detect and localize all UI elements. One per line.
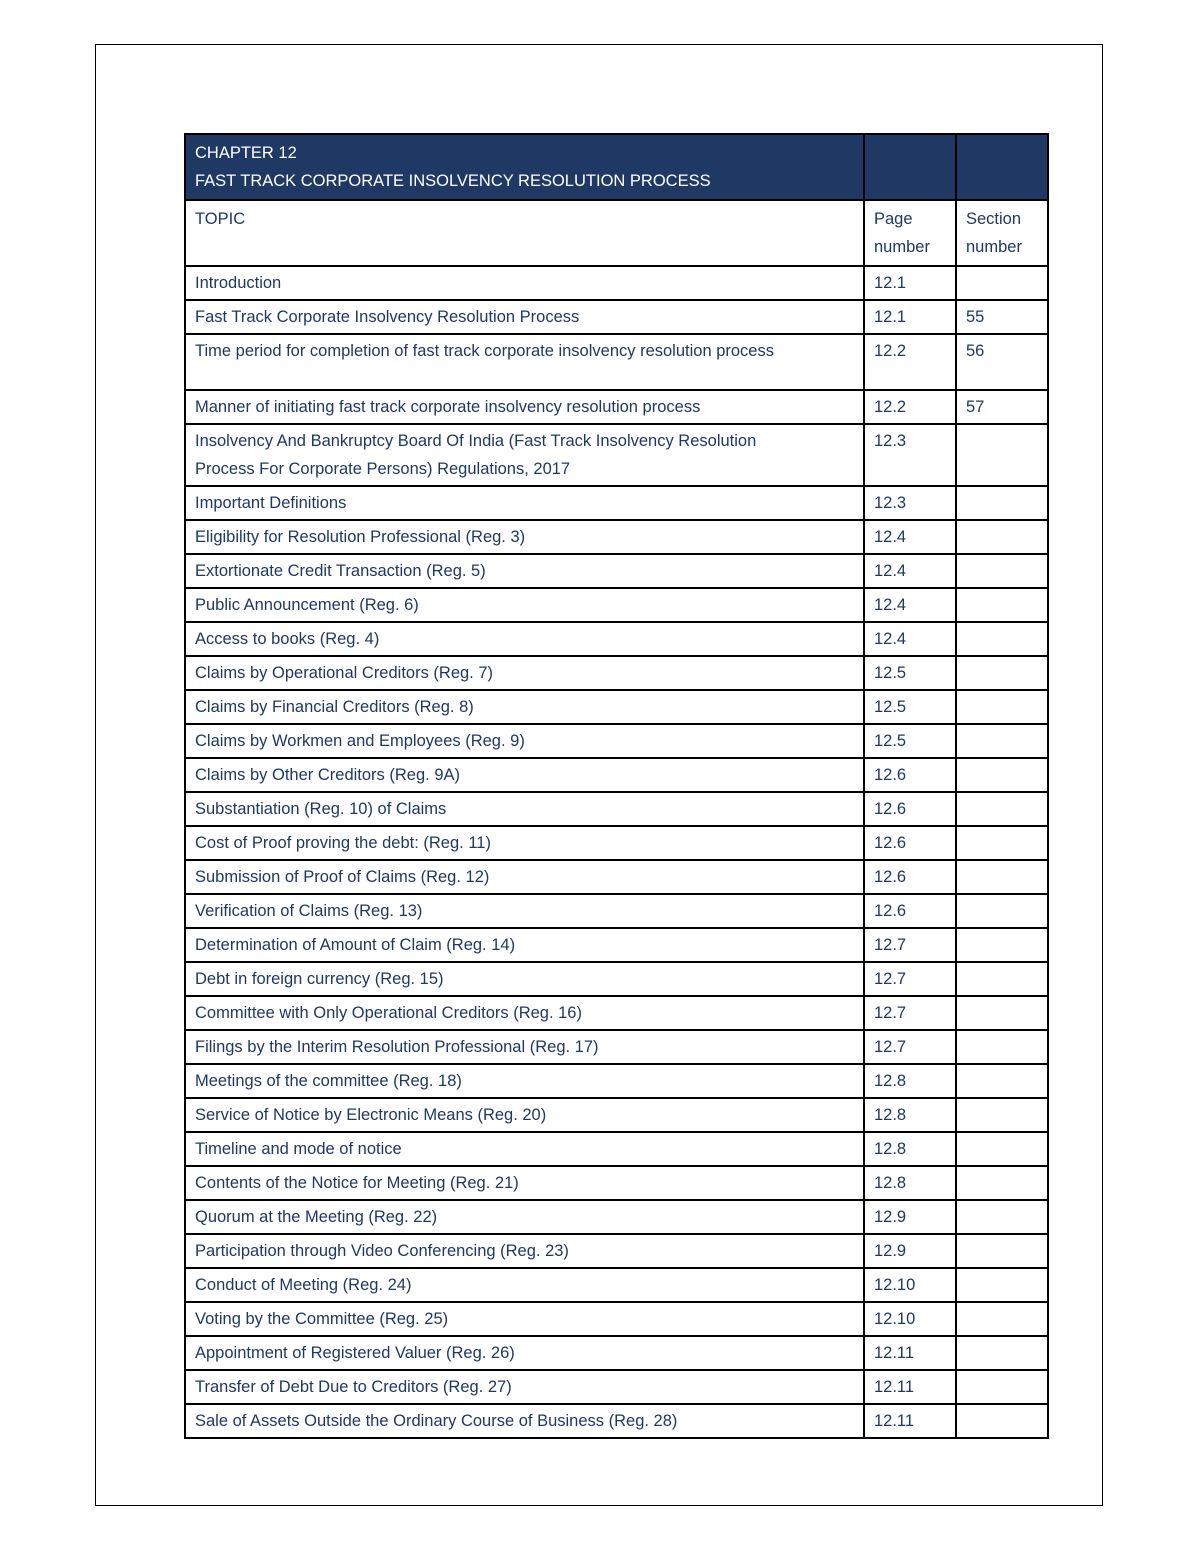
topic-cell: Claims by Other Creditors (Reg. 9A) (185, 758, 864, 792)
page-number-cell: 12.4 (864, 520, 956, 554)
table-row (185, 554, 1048, 588)
section-number-cell (956, 1098, 1048, 1132)
topic-cell: Insolvency And Bankruptcy Board Of India (Fast Track Insolvency Resolution Process For Corporate Persons) Regulations, 2017 (185, 424, 864, 486)
table-row (185, 520, 1048, 554)
page-number-cell: 12.8 (864, 1166, 956, 1200)
table-row (185, 622, 1048, 656)
section-number-cell (956, 1336, 1048, 1370)
page-number-cell: 12.4 (864, 554, 956, 588)
section-number-cell (956, 1132, 1048, 1166)
page-number-cell: 12.7 (864, 996, 956, 1030)
topic-cell: Service of Notice by Electronic Means (Reg. 20) (185, 1098, 864, 1132)
table-row (185, 894, 1048, 928)
table-row (185, 1370, 1048, 1404)
table-row (185, 1132, 1048, 1166)
table-row (185, 266, 1048, 300)
table-row (185, 928, 1048, 962)
table-row (185, 300, 1048, 334)
topic-cell: Appointment of Registered Valuer (Reg. 26) (185, 1336, 864, 1370)
page-number-cell: 12.8 (864, 1064, 956, 1098)
topic-cell: Meetings of the committee (Reg. 18) (185, 1064, 864, 1098)
page-number-cell: 12.6 (864, 792, 956, 826)
topic-cell: Access to books (Reg. 4) (185, 622, 864, 656)
table-row (185, 1302, 1048, 1336)
topic-cell: Introduction (185, 266, 864, 300)
table-row (185, 656, 1048, 690)
section-number-cell (956, 520, 1048, 554)
section-number-cell (956, 860, 1048, 894)
header-empty-cell (864, 134, 956, 200)
section-number-cell (956, 996, 1048, 1030)
table-row (185, 860, 1048, 894)
page-column-header: Page number (864, 200, 956, 266)
topic-cell: Fast Track Corporate Insolvency Resolution Process (185, 300, 864, 334)
page-number-cell: 12.5 (864, 656, 956, 690)
section-number-cell (956, 894, 1048, 928)
page-number-cell: 12.11 (864, 1370, 956, 1404)
section-number-cell (956, 1030, 1048, 1064)
topic-cell: Verification of Claims (Reg. 13) (185, 894, 864, 928)
header-empty-cell (956, 134, 1048, 200)
section-column-header: Section number (956, 200, 1048, 266)
topic-cell: Public Announcement (Reg. 6) (185, 588, 864, 622)
section-number-cell (956, 724, 1048, 758)
page-number-cell: 12.5 (864, 724, 956, 758)
topic-cell: Participation through Video Conferencing (Reg. 23) (185, 1234, 864, 1268)
section-number-cell (956, 690, 1048, 724)
page-number-cell: 12.2 (864, 390, 956, 424)
topic-cell: Eligibility for Resolution Professional (Reg. 3) (185, 520, 864, 554)
topic-cell: Debt in foreign currency (Reg. 15) (185, 962, 864, 996)
page-number-cell: 12.9 (864, 1234, 956, 1268)
topic-cell: Filings by the Interim Resolution Professional (Reg. 17) (185, 1030, 864, 1064)
topic-column-header: TOPIC (185, 200, 864, 266)
topic-cell: Claims by Financial Creditors (Reg. 8) (185, 690, 864, 724)
chapter-header-cell (185, 134, 864, 200)
topic-cell: Substantiation (Reg. 10) of Claims (185, 792, 864, 826)
topic-cell: Voting by the Committee (Reg. 25) (185, 1302, 864, 1336)
table-row (185, 1064, 1048, 1098)
chapter-title: FAST TRACK CORPORATE INSOLVENCY RESOLUTION PROCESS (195, 172, 711, 190)
section-number-cell (956, 622, 1048, 656)
section-number-cell: 56 (956, 334, 1048, 390)
table-row (185, 792, 1048, 826)
topic-cell: Committee with Only Operational Creditors (Reg. 16) (185, 996, 864, 1030)
table-row (185, 486, 1048, 520)
page-number-cell: 12.6 (864, 826, 956, 860)
table-row (185, 334, 1048, 390)
chapter-header-row (185, 134, 1048, 200)
section-number-cell (956, 1268, 1048, 1302)
table-row (185, 1234, 1048, 1268)
table-row (185, 1200, 1048, 1234)
section-number-cell (956, 1064, 1048, 1098)
section-number-cell (956, 588, 1048, 622)
topic-cell: Contents of the Notice for Meeting (Reg. 21) (185, 1166, 864, 1200)
table-row (185, 962, 1048, 996)
page-number-cell: 12.1 (864, 266, 956, 300)
table-row (185, 1166, 1048, 1200)
section-number-cell (956, 1302, 1048, 1336)
section-number-cell (956, 424, 1048, 486)
table-row (185, 1098, 1048, 1132)
topic-cell: Sale of Assets Outside the Ordinary Course of Business (Reg. 28) (185, 1404, 864, 1438)
section-number-cell: 57 (956, 390, 1048, 424)
section-number-cell (956, 792, 1048, 826)
page-number-cell: 12.3 (864, 486, 956, 520)
page-number-cell: 12.10 (864, 1302, 956, 1336)
table-row (185, 1336, 1048, 1370)
table-row (185, 724, 1048, 758)
section-number-cell (956, 656, 1048, 690)
page-number-cell: 12.3 (864, 424, 956, 486)
topic-cell: Quorum at the Meeting (Reg. 22) (185, 1200, 864, 1234)
topic-cell: Manner of initiating fast track corporate insolvency resolution process (185, 390, 864, 424)
table-row (185, 588, 1048, 622)
page-number-cell: 12.8 (864, 1098, 956, 1132)
page-number-cell: 12.11 (864, 1336, 956, 1370)
column-header-row (185, 200, 1048, 266)
table-row (185, 758, 1048, 792)
section-number-cell (956, 486, 1048, 520)
table-row (185, 390, 1048, 424)
page-number-cell: 12.4 (864, 622, 956, 656)
section-number-cell (956, 1404, 1048, 1438)
page-number-cell: 12.2 (864, 334, 956, 390)
section-number-cell (956, 1234, 1048, 1268)
section-number-cell (956, 266, 1048, 300)
topic-cell: Conduct of Meeting (Reg. 24) (185, 1268, 864, 1302)
table-row (185, 1268, 1048, 1302)
section-number-cell (956, 826, 1048, 860)
section-number-cell (956, 928, 1048, 962)
topic-cell: Extortionate Credit Transaction (Reg. 5) (185, 554, 864, 588)
topic-cell: Time period for completion of fast track corporate insolvency resolution process (185, 334, 864, 390)
section-number-cell (956, 1200, 1048, 1234)
table-row (185, 1030, 1048, 1064)
topic-cell: Determination of Amount of Claim (Reg. 14) (185, 928, 864, 962)
topic-cell: Submission of Proof of Claims (Reg. 12) (185, 860, 864, 894)
page-number-cell: 12.8 (864, 1132, 956, 1166)
chapter-number: CHAPTER 12 (195, 144, 297, 162)
section-number-cell: 55 (956, 300, 1048, 334)
table-row (185, 996, 1048, 1030)
topic-cell: Transfer of Debt Due to Creditors (Reg. 27) (185, 1370, 864, 1404)
table-row (185, 690, 1048, 724)
table-row (185, 424, 1048, 486)
table-row (185, 1404, 1048, 1438)
page-number-cell: 12.9 (864, 1200, 956, 1234)
page-number-cell: 12.7 (864, 928, 956, 962)
page-number-cell: 12.6 (864, 758, 956, 792)
topic-cell: Timeline and mode of notice (185, 1132, 864, 1166)
topic-cell: Claims by Workmen and Employees (Reg. 9) (185, 724, 864, 758)
page-number-cell: 12.7 (864, 962, 956, 996)
contents-table (184, 133, 1049, 1439)
page-number-cell: 12.6 (864, 860, 956, 894)
section-number-cell (956, 1166, 1048, 1200)
page-number-cell: 12.7 (864, 1030, 956, 1064)
section-number-cell (956, 554, 1048, 588)
page-number-cell: 12.6 (864, 894, 956, 928)
table-row (185, 826, 1048, 860)
page-number-cell: 12.5 (864, 690, 956, 724)
topic-cell: Claims by Operational Creditors (Reg. 7) (185, 656, 864, 690)
page-number-cell: 12.1 (864, 300, 956, 334)
section-number-cell (956, 962, 1048, 996)
section-number-cell (956, 758, 1048, 792)
page-number-cell: 12.10 (864, 1268, 956, 1302)
section-number-cell (956, 1370, 1048, 1404)
topic-cell: Important Definitions (185, 486, 864, 520)
topic-cell: Cost of Proof proving the debt: (Reg. 11) (185, 826, 864, 860)
page-number-cell: 12.11 (864, 1404, 956, 1438)
page-number-cell: 12.4 (864, 588, 956, 622)
